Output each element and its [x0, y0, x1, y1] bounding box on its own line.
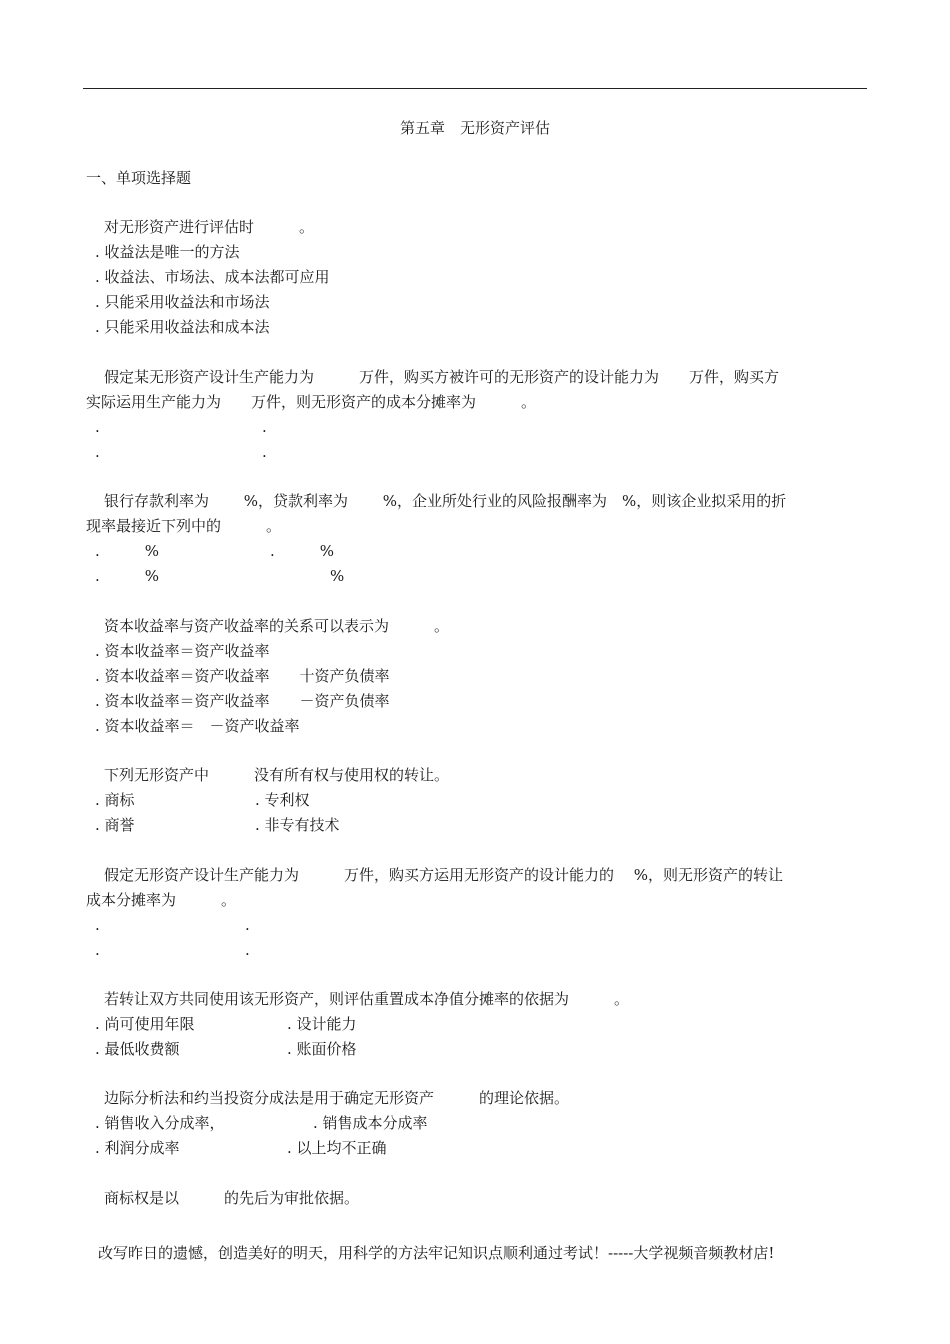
q9-stem: 商标权是以 的先后为审批依据。	[104, 1189, 360, 1207]
q7-option-c: . 最低收费额	[95, 1040, 180, 1058]
q8-option-d: . 以上均不正确	[287, 1139, 387, 1157]
q6-option-b: .	[245, 916, 250, 934]
q2-option-c: .	[95, 443, 100, 461]
q1-option-c: . 只能采用收益法和市场法	[95, 293, 270, 311]
q1-option-b: . 收益法、市场法、成本法都可应用	[95, 268, 330, 286]
q2-stem-line1: 假定某无形资产设计生产能力为 万件，购买方被许可的无形资产的设计能力为 万件，购买方	[104, 368, 780, 386]
section-heading: 一、单项选择题	[86, 169, 192, 187]
q8-option-a: . 销售收入分成率，	[95, 1114, 225, 1132]
q5-option-b: . 专利权	[255, 791, 310, 809]
q1-option-d: . 只能采用收益法和成本法	[95, 318, 270, 336]
q3-option-a: . %	[95, 542, 160, 560]
q6-stem-line2: 成本分摊率为 。	[86, 891, 237, 909]
q7-option-a: . 尚可使用年限	[95, 1015, 195, 1033]
header-rule	[83, 88, 867, 89]
q5-stem: 下列无形资产中 没有所有权与使用权的转让。	[104, 766, 450, 784]
q8-option-c: . 利润分成率	[95, 1139, 180, 1157]
q4-option-a: . 资本收益率＝资产收益率	[95, 642, 270, 660]
footer-note: 改写昨日的遗憾，创造美好的明天，用科学的方法牢记知识点顺利通过考试！-----大学视频音频教材店!	[98, 1244, 775, 1262]
q4-option-d: . 资本收益率＝ －资产收益率	[95, 717, 300, 735]
q1-stem: 对无形资产进行评估时 。	[104, 218, 315, 236]
q2-option-b: .	[262, 418, 267, 436]
q2-option-d: .	[262, 443, 267, 461]
q5-option-c: . 商誉	[95, 816, 135, 834]
q4-option-c: . 资本收益率＝资产收益率 －资产负债率	[95, 692, 390, 710]
q3-stem-line2: 现率最接近下列中的 。	[86, 517, 282, 535]
q8-option-b: . 销售成本分成率	[313, 1114, 428, 1132]
q3-option-c: . %	[95, 567, 160, 585]
q7-option-d: . 账面价格	[287, 1040, 357, 1058]
q4-option-b: . 资本收益率＝资产收益率 十资产负债率	[95, 667, 390, 685]
q6-option-d: .	[245, 941, 250, 959]
q6-option-c: .	[95, 941, 100, 959]
q3-stem-line1: 银行存款利率为 %，贷款利率为 %，企业所处行业的风险报酬率为 %，则该企业拟采用的折	[104, 492, 787, 510]
q6-stem-line1: 假定无形资产设计生产能力为 万件，购买方运用无形资产的设计能力的 %，则无形资产的转让	[104, 866, 784, 884]
q2-stem-line2: 实际运用生产能力为 万件，则无形资产的成本分摊率为 。	[86, 393, 537, 411]
q7-stem: 若转让双方共同使用该无形资产，则评估重置成本净值分摊率的依据为 。	[104, 990, 630, 1008]
q5-option-d: . 非专有技术	[255, 816, 340, 834]
q5-option-a: . 商标	[95, 791, 135, 809]
q3-option-b: . %	[270, 542, 335, 560]
q3-option-d: %	[330, 567, 345, 585]
q2-option-a: .	[95, 418, 100, 436]
q4-stem: 资本收益率与资产收益率的关系可以表示为 。	[104, 617, 450, 635]
q7-option-b: . 设计能力	[287, 1015, 357, 1033]
q6-option-a: .	[95, 916, 100, 934]
q1-option-a: . 收益法是唯一的方法	[95, 243, 240, 261]
page-title: 第五章 无形资产评估	[399, 119, 550, 137]
q8-stem: 边际分析法和约当投资分成法是用于确定无形资产 的理论依据。	[104, 1089, 570, 1107]
